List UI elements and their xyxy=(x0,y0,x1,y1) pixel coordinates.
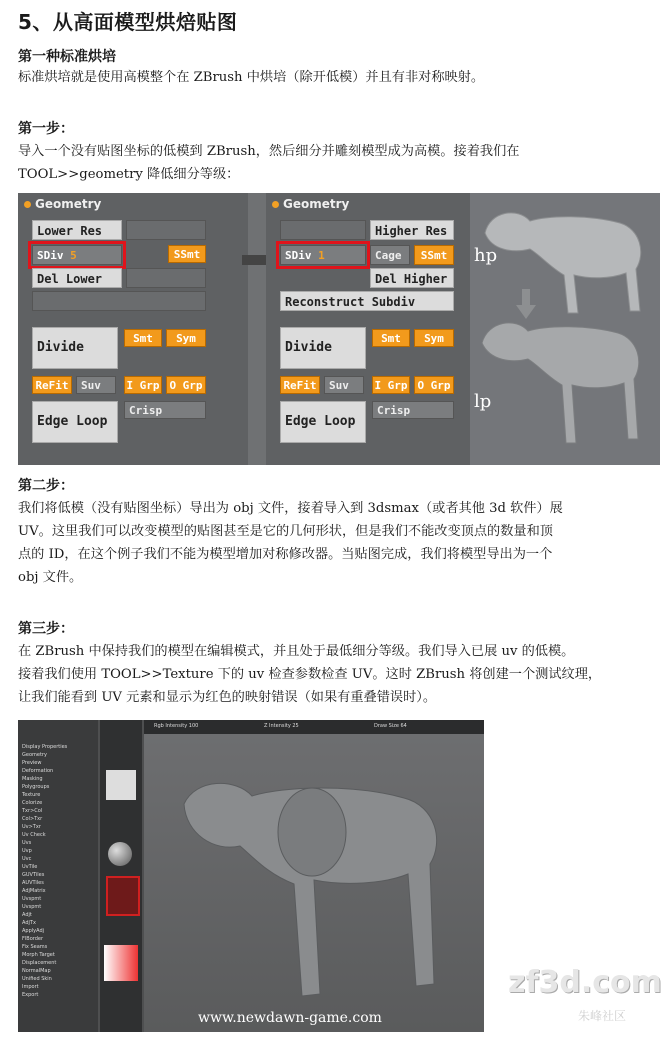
text-line: UV。这里我们可以改变模型的贴图甚至是它的几何形状，但是我们不能改变顶点的数量和顶 xyxy=(18,524,553,539)
sdiv-slider[interactable]: SDiv 5 xyxy=(32,245,122,265)
highlight-box xyxy=(28,241,126,269)
menu-item[interactable]: GUVTiles xyxy=(22,872,45,878)
ogrp-button[interactable]: O Grp xyxy=(166,376,206,394)
ogrp-button[interactable]: O Grp xyxy=(414,376,454,394)
section-text-2 xyxy=(18,140,658,186)
edge-loop-button[interactable]: Edge Loop xyxy=(280,401,366,443)
suv-button[interactable]: Suv xyxy=(76,376,116,394)
menu-item[interactable]: Texture xyxy=(22,792,41,798)
dot-icon xyxy=(272,201,279,208)
igrp-button[interactable]: I Grp xyxy=(372,376,410,394)
section-text-1 xyxy=(18,66,658,89)
menu-item[interactable]: Polygroups xyxy=(22,784,50,790)
edge-loop-button[interactable]: Edge Loop xyxy=(32,401,118,443)
menu-item[interactable]: Uv Check xyxy=(22,832,46,838)
dog-model-image xyxy=(144,734,484,1032)
empty-slot xyxy=(32,291,206,311)
menu-item[interactable]: Uvc xyxy=(22,856,32,862)
sym-button[interactable]: Sym xyxy=(414,329,454,347)
text-line: obj 文件。 xyxy=(18,570,83,585)
menu-item[interactable]: Deformation xyxy=(22,768,54,774)
menu-item[interactable]: Adjt xyxy=(22,912,32,918)
material-swatch xyxy=(106,770,136,800)
menu-item[interactable]: UvTile xyxy=(22,864,38,870)
text-line: 我们将低模（没有贴图坐标）导出为 obj 文件，接着导入到 3dsmax（或者其他 3d 软件）展 xyxy=(18,501,563,516)
empty-slot xyxy=(280,220,366,240)
menu-item[interactable]: Uvs xyxy=(22,840,32,846)
menu-item[interactable]: ApplyAdj xyxy=(22,928,45,934)
smt-button[interactable]: Smt xyxy=(372,329,410,347)
sym-button[interactable]: Sym xyxy=(166,329,206,347)
menu-item[interactable]: Displacement xyxy=(22,960,57,966)
viewport xyxy=(144,734,484,1032)
divide-button[interactable]: Divide xyxy=(32,327,118,369)
material-red xyxy=(106,876,140,916)
z-intensity[interactable]: Z Intensity 25 xyxy=(264,723,299,729)
text-line: TOOL>>geometry 降低细分等级： xyxy=(18,167,240,182)
refit-button[interactable]: ReFit xyxy=(32,376,72,394)
color-picker[interactable] xyxy=(104,945,138,981)
text-line: 点的 ID，在这个例子我们不能为模型增加对称修改器。当贴图完成，我们将模型导出为一个 xyxy=(18,547,553,562)
menu-item[interactable]: FlBorder xyxy=(22,936,44,942)
panel-title: Geometry xyxy=(272,197,349,211)
refit-button[interactable]: ReFit xyxy=(280,376,320,394)
menu-item[interactable]: Uvspmt xyxy=(22,896,42,902)
section-heading-1: 第一种标准烘培 xyxy=(18,49,116,65)
menu-item[interactable]: AdjTx xyxy=(22,920,36,926)
menu-item[interactable]: Masking xyxy=(22,776,43,782)
ssmt-button[interactable]: SSmt xyxy=(414,245,454,265)
text-line: 在 ZBrush 中保持我们的模型在编辑模式，并且处于最低细分等级。我们导入已展 uv 的低模。 xyxy=(18,644,575,659)
page-title: 5、从高面模型烘焙贴图 xyxy=(18,10,238,34)
text-line: 标准烘培就是使用高模整个在 ZBrush 中烘培（除开低模）并且有非对称映射。 xyxy=(18,70,485,85)
geometry-panel-after xyxy=(266,193,496,465)
menu-item[interactable]: Colorize xyxy=(22,800,43,806)
top-toolbar xyxy=(144,720,484,734)
geometry-panel-before xyxy=(18,193,248,465)
dot-icon xyxy=(24,201,31,208)
crisp-slider[interactable]: Crisp xyxy=(372,401,454,419)
reconstruct-subdiv-button[interactable]: Reconstruct Subdiv xyxy=(280,291,454,311)
menu-item[interactable]: AUVTiles xyxy=(22,880,44,886)
lower-res-button[interactable]: Lower Res xyxy=(32,220,122,240)
menu-item[interactable]: Display Properties xyxy=(22,744,68,750)
menu-item[interactable]: Unified Skin xyxy=(22,976,52,982)
geometry-figure xyxy=(18,193,660,465)
empty-slot xyxy=(126,220,206,240)
del-higher-button[interactable]: Del Higher xyxy=(370,268,454,288)
del-lower-button[interactable]: Del Lower xyxy=(32,268,122,288)
menu-item[interactable]: AdjMatrix xyxy=(22,888,46,894)
menu-item[interactable]: Uv>Txr xyxy=(22,824,41,830)
tool-menu xyxy=(18,720,98,1032)
sdiv-slider[interactable]: SDiv 1 xyxy=(280,245,366,265)
menu-item[interactable]: Export xyxy=(22,992,39,998)
watermark-text: www.newdawn-game.com xyxy=(198,1010,382,1026)
sphere-icon xyxy=(108,842,132,866)
higher-res-button[interactable]: Higher Res xyxy=(370,220,454,240)
ssmt-button[interactable]: SSmt xyxy=(168,245,206,263)
smt-button[interactable]: Smt xyxy=(124,329,162,347)
text-line: 让我们能看到 UV 元素和显示为红色的映射错误（如果有重叠错误时）。 xyxy=(18,690,437,705)
menu-item[interactable]: NormalMap xyxy=(22,968,51,974)
menu-item[interactable]: Uvspmt xyxy=(22,904,42,910)
panel-title: Geometry xyxy=(24,197,101,211)
menu-item[interactable]: Morph Target xyxy=(22,952,55,958)
zbrush-screenshot xyxy=(18,720,484,1032)
rgb-intensity[interactable]: Rgb Intensity 100 xyxy=(154,723,199,729)
menu-item[interactable]: Col>Txr xyxy=(22,816,43,822)
menu-item[interactable]: Uvp xyxy=(22,848,32,854)
site-logo: zf3d.com 朱峰社区 xyxy=(508,965,662,1023)
crisp-slider[interactable]: Crisp xyxy=(124,401,206,419)
section-text-4 xyxy=(18,640,658,709)
section-heading-2: 第一步： xyxy=(18,121,74,137)
empty-slot xyxy=(126,268,206,288)
tool-palette xyxy=(100,720,142,1032)
section-text-3 xyxy=(18,497,658,589)
divide-button[interactable]: Divide xyxy=(280,327,366,369)
lp-label: lp xyxy=(474,391,492,412)
menu-item[interactable]: Geometry xyxy=(22,752,47,758)
section-heading-4: 第三步： xyxy=(18,621,74,637)
suv-button[interactable]: Suv xyxy=(324,376,364,394)
cage-button[interactable]: Cage xyxy=(370,245,410,265)
highlight-box xyxy=(276,241,370,269)
menu-item[interactable]: Preview xyxy=(22,760,42,766)
section-heading-3: 第二步： xyxy=(18,478,74,494)
model-preview xyxy=(470,193,660,465)
menu-item[interactable]: Fix Seams xyxy=(22,944,48,950)
draw-size[interactable]: Draw Size 64 xyxy=(374,723,407,729)
text-line: 接着我们使用 TOOL>>Texture 下的 uv 检查参数检查 UV。这时 ZBrush 将创建一个测试纹理， xyxy=(18,667,602,682)
menu-item[interactable]: Txr>Col xyxy=(22,808,43,814)
menu-item[interactable]: Import xyxy=(22,984,39,990)
hp-label: hp xyxy=(474,245,498,266)
text-line: 导入一个没有贴图坐标的低模到 ZBrush，然后细分并雕刻模型成为高模。接着我们在 xyxy=(18,144,520,159)
igrp-button[interactable]: I Grp xyxy=(124,376,162,394)
